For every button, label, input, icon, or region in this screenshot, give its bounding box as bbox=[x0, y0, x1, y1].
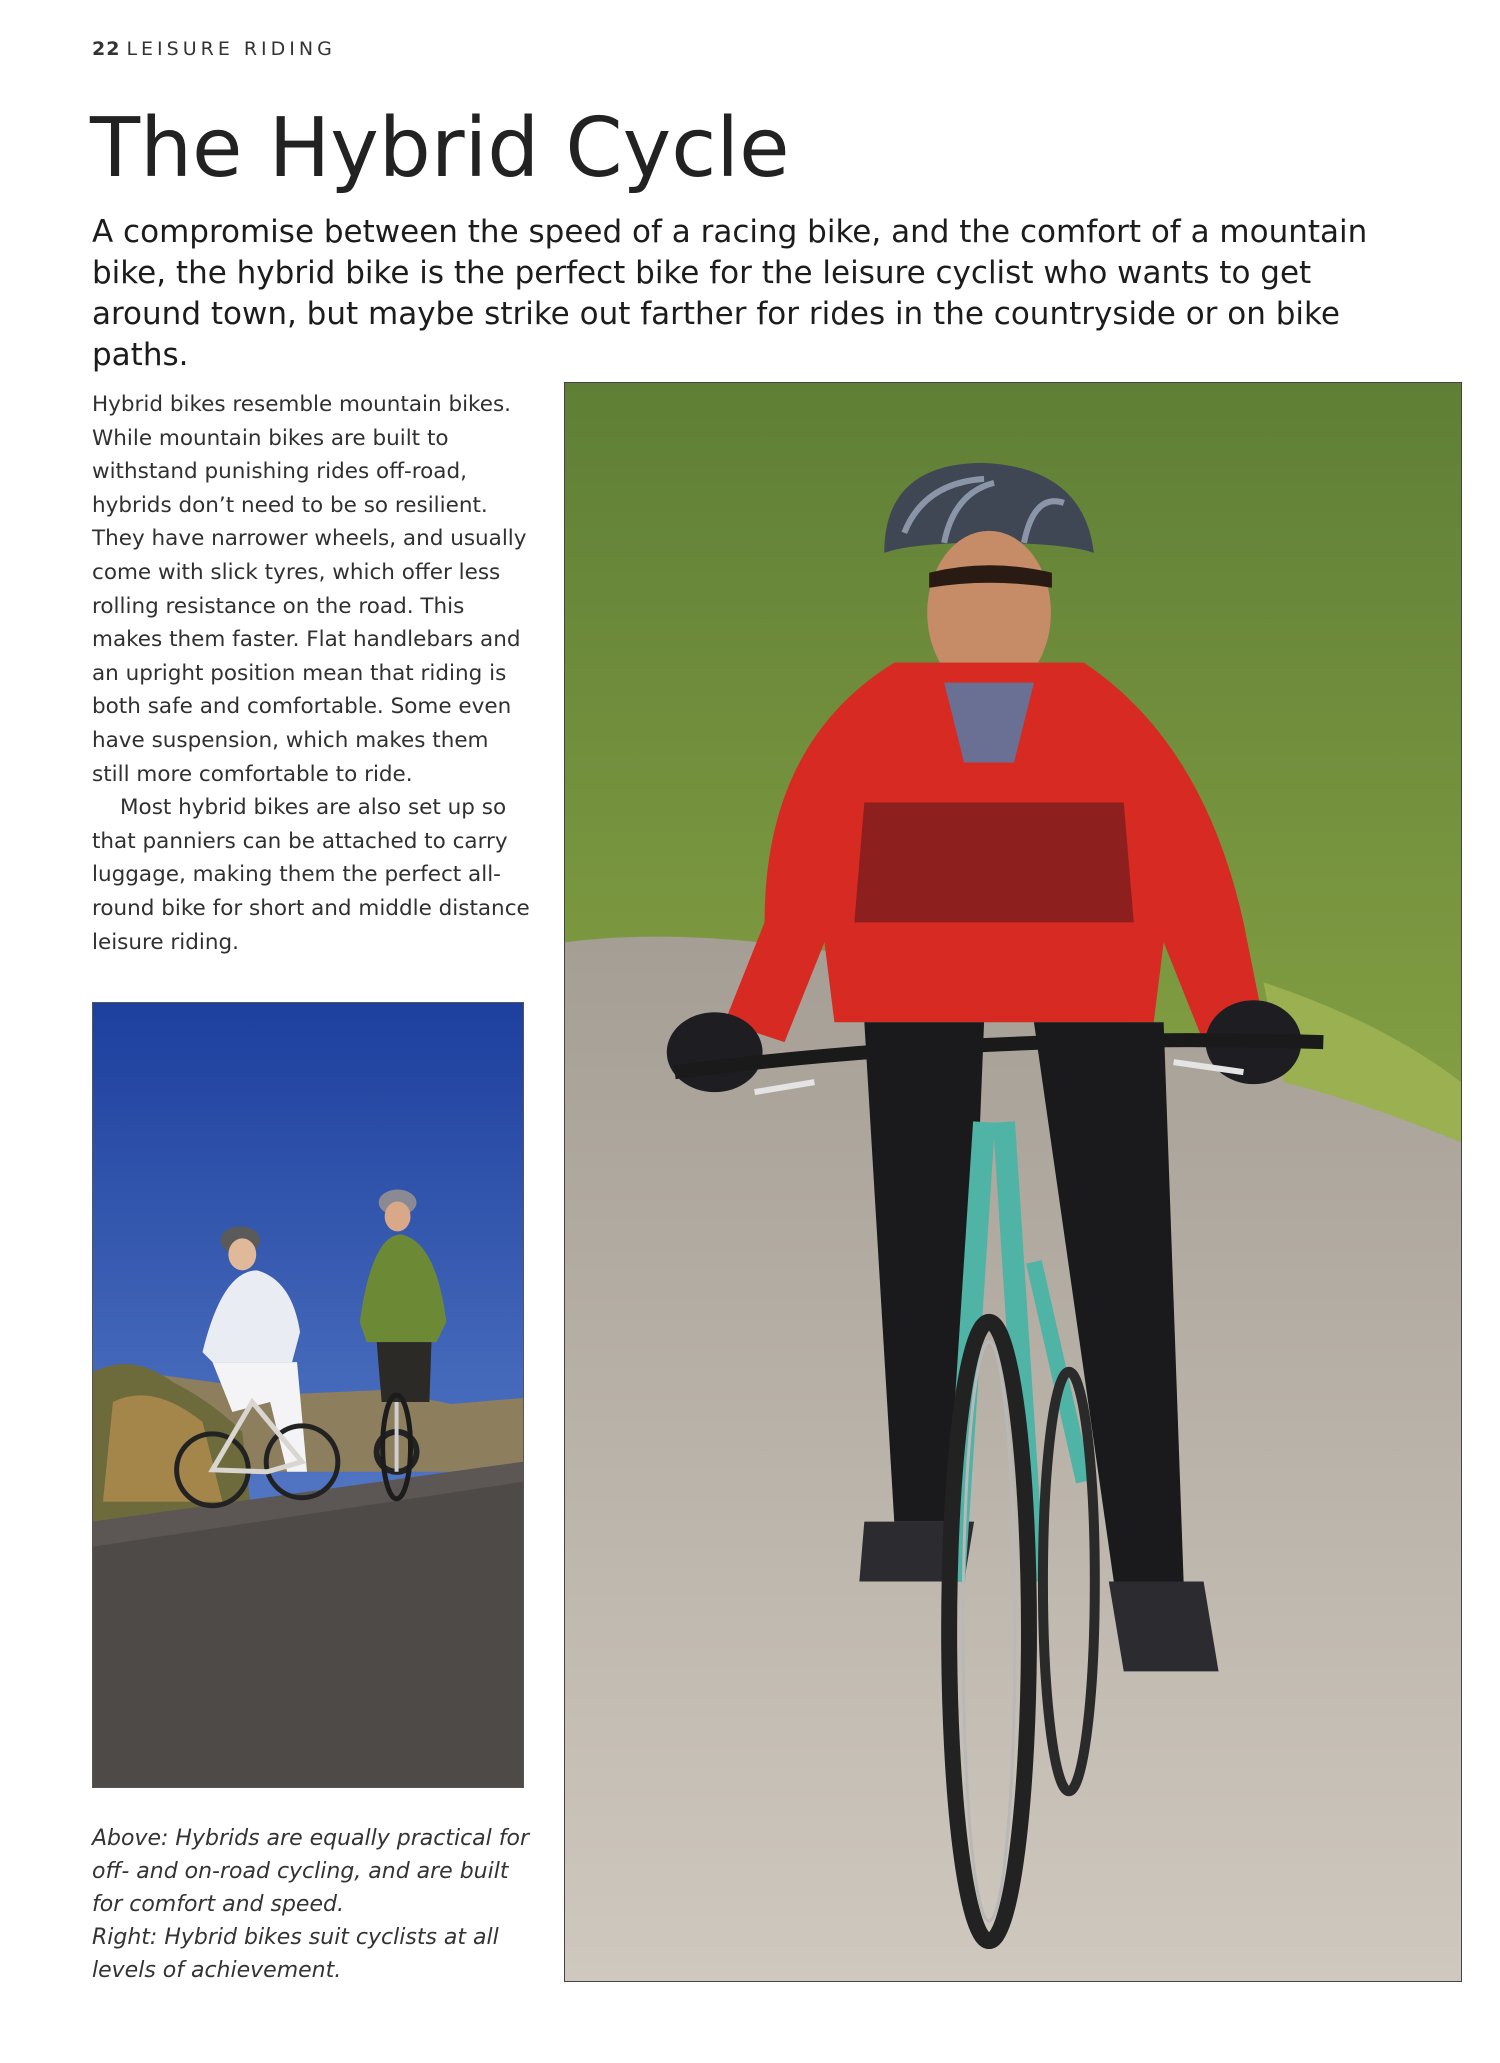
standfirst: A compromise between the speed of a racing bike, and the comfort of a mountain bike, the hybrid bike is the perfect bike for the leisure cyclist who wants to get around town, but maybe strike out farther for rides in the countryside or on bike paths. bbox=[92, 214, 1368, 373]
photo-caption bbox=[92, 1822, 532, 1987]
page-title: The Hybrid Cycle bbox=[90, 101, 790, 196]
caption-right: Right: Hybrid bikes suit cyclists at all levels of achievement. bbox=[92, 1925, 499, 1983]
caption-above: Above: Hybrids are equally practical for off- and on-road cycling, and are built for comfort and speed. bbox=[92, 1826, 530, 1917]
running-header bbox=[92, 38, 336, 60]
photo-cyclist-red-jacket bbox=[564, 382, 1462, 1982]
body-paragraph: Most hybrid bikes are also set up so that panniers can be attached to carry luggage, making them the perfect all-round bike for short and middle distance leisure riding. bbox=[92, 795, 530, 955]
page-number: 22 bbox=[92, 38, 121, 60]
body-text bbox=[92, 388, 532, 959]
cyclist-red-jacket-image bbox=[565, 383, 1461, 1981]
photo-two-cyclists bbox=[92, 1002, 524, 1788]
body-paragraph: Hybrid bikes resemble mountain bikes. While mountain bikes are built to withstand punishing rides off-road, hybrids don’t need to be so resilient. They have narrower wheels, and usually come with slick tyres, which offer less rolling resistance on the road. This makes them faster. Flat handlebars and an upright position mean that riding is both safe and comfortable. Some even have suspension, which makes them still more comfortable to ride. bbox=[92, 392, 527, 787]
section-name: LEISURE RIDING bbox=[126, 38, 336, 60]
two-cyclists-image bbox=[93, 1003, 523, 1787]
